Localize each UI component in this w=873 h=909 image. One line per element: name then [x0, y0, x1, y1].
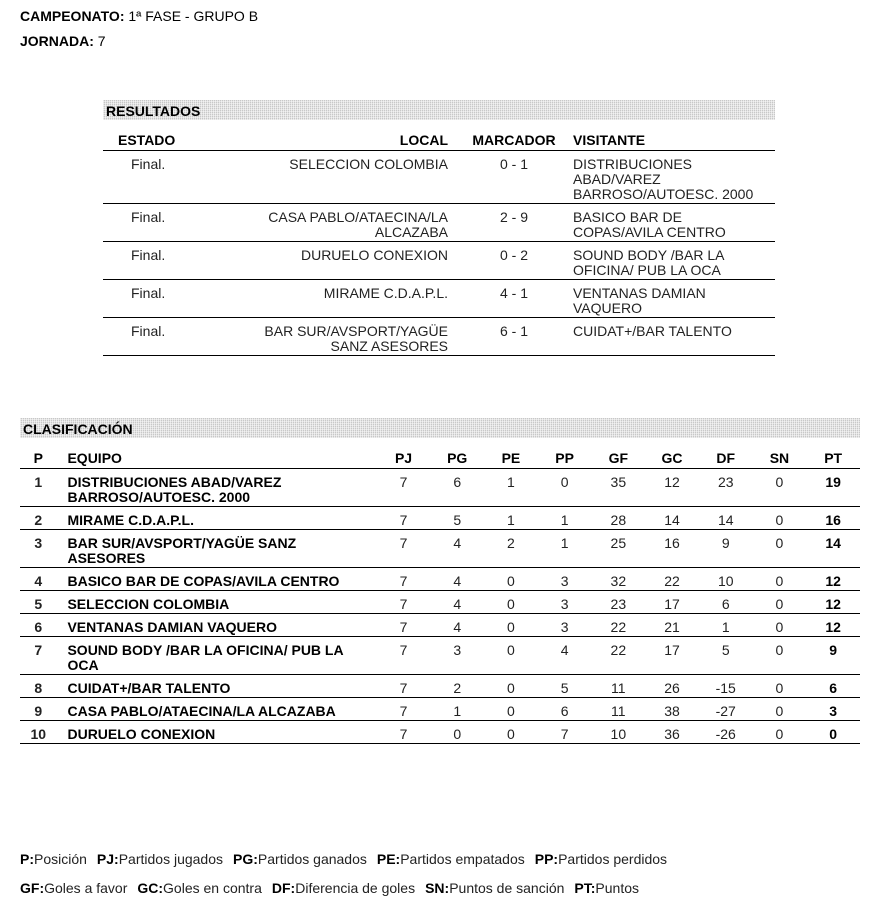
- standings-header-row: [20, 448, 860, 469]
- result-estado: Final.: [103, 151, 226, 204]
- standings-sn: 0: [753, 507, 807, 530]
- standings-p: 1: [20, 469, 56, 507]
- standings-gc: 26: [645, 675, 699, 698]
- results-header-row: [103, 130, 775, 151]
- standings-pe: 0: [484, 637, 538, 675]
- standings-df: 5: [699, 637, 753, 675]
- legend-text: Partidos ganados: [257, 851, 367, 867]
- standings-pg: 4: [430, 530, 484, 568]
- standings-row: [20, 530, 860, 568]
- standings-pe: 0: [484, 568, 538, 591]
- standings-gf: 10: [591, 721, 645, 744]
- col-estado: ESTADO: [103, 130, 226, 151]
- result-estado: Final.: [103, 242, 226, 280]
- standings-row: [20, 507, 860, 530]
- result-marcador: 0 - 1: [466, 151, 562, 204]
- result-local: MIRAME C.D.A.P.L.: [226, 280, 466, 318]
- standings-pg: 1: [430, 698, 484, 721]
- legend-abbr: PG:: [233, 851, 258, 867]
- standings-pe: 0: [484, 675, 538, 698]
- col-gc: GC: [645, 448, 699, 469]
- standings-pt: 3: [806, 698, 860, 721]
- jornada-line: [20, 33, 106, 49]
- legend-abbr: GF:: [20, 880, 45, 896]
- legend-item: [377, 851, 525, 867]
- campeonato-line: [20, 8, 258, 24]
- campeonato-value: 1ª FASE - GRUPO B: [128, 8, 259, 24]
- standings-df: -26: [699, 721, 753, 744]
- standings-df: 6: [699, 591, 753, 614]
- standings-pt: 12: [806, 614, 860, 637]
- standings-row: [20, 698, 860, 721]
- standings-pp: 1: [538, 507, 592, 530]
- legend-text: Puntos de sanción: [449, 880, 565, 896]
- standings-gf: 35: [591, 469, 645, 507]
- standings-row: [20, 637, 860, 675]
- legend-text: Partidos perdidos: [558, 851, 668, 867]
- standings-pt: 12: [806, 568, 860, 591]
- standings-gf: 22: [591, 637, 645, 675]
- standings-pp: 3: [538, 614, 592, 637]
- standings-p: 5: [20, 591, 56, 614]
- standings-pt: 16: [806, 507, 860, 530]
- legend-abbr: PE:: [376, 851, 401, 867]
- standings-gc: 17: [645, 591, 699, 614]
- legend-abbr: PJ:: [96, 851, 119, 867]
- legend-item: [535, 851, 667, 867]
- result-local: CASA PABLO/ATAECINA/LA ALCAZABA: [226, 204, 466, 242]
- standings-row: [20, 675, 860, 698]
- standings-df: 1: [699, 614, 753, 637]
- standings-df: -15: [699, 675, 753, 698]
- standings-pe: 0: [484, 614, 538, 637]
- standings-row: [20, 591, 860, 614]
- standings-pj: 7: [377, 721, 431, 744]
- standings-pj: 7: [377, 507, 431, 530]
- col-pe: PE: [484, 448, 538, 469]
- result-estado: Final.: [103, 280, 226, 318]
- standings-pg: 4: [430, 614, 484, 637]
- result-estado: Final.: [103, 318, 226, 356]
- standings-row: [20, 469, 860, 507]
- legend-abbr: PT:: [574, 880, 596, 896]
- result-local: DURUELO CONEXION: [226, 242, 466, 280]
- col-pg: PG: [430, 448, 484, 469]
- standings-pt: 19: [806, 469, 860, 507]
- standings-pj: 7: [377, 591, 431, 614]
- standings-gc: 14: [645, 507, 699, 530]
- standings-pp: 3: [538, 568, 592, 591]
- standings-gc: 16: [645, 530, 699, 568]
- standings-p: 6: [20, 614, 56, 637]
- standings-pe: 2: [484, 530, 538, 568]
- legend-item: [272, 880, 415, 896]
- standings-gf: 22: [591, 614, 645, 637]
- result-row: [103, 318, 775, 356]
- standings-pj: 7: [377, 530, 431, 568]
- standings-gf: 23: [591, 591, 645, 614]
- legend-item: [97, 851, 223, 867]
- standings-pp: 4: [538, 637, 592, 675]
- standings-pj: 7: [377, 637, 431, 675]
- standings-pj: 7: [377, 698, 431, 721]
- standings-equipo: BASICO BAR DE COPAS/AVILA CENTRO: [56, 568, 376, 591]
- standings-sn: 0: [753, 530, 807, 568]
- standings-df: 14: [699, 507, 753, 530]
- legend-abbr: SN:: [425, 880, 450, 896]
- standings-sn: 0: [753, 675, 807, 698]
- legend-item: [137, 880, 262, 896]
- result-row: [103, 204, 775, 242]
- result-visitante: CUIDAT+/BAR TALENTO: [562, 318, 775, 356]
- standings-gc: 38: [645, 698, 699, 721]
- standings-pt: 0: [806, 721, 860, 744]
- campeonato-label: CAMPEONATO:: [20, 8, 125, 24]
- result-marcador: 4 - 1: [466, 280, 562, 318]
- col-p: P: [20, 448, 56, 469]
- col-pp: PP: [538, 448, 592, 469]
- standings-pt: 9: [806, 637, 860, 675]
- result-marcador: 0 - 2: [466, 242, 562, 280]
- result-estado: Final.: [103, 204, 226, 242]
- result-visitante: BASICO BAR DE COPAS/AVILA CENTRO: [562, 204, 775, 242]
- standings-p: 10: [20, 721, 56, 744]
- standings-title: CLASIFICACIÓN: [20, 418, 860, 438]
- col-sn: SN: [753, 448, 807, 469]
- standings-pg: 4: [430, 591, 484, 614]
- standings-pj: 7: [377, 614, 431, 637]
- standings-sn: 0: [753, 591, 807, 614]
- standings-pj: 7: [377, 675, 431, 698]
- standings-pe: 0: [484, 721, 538, 744]
- standings-p: 3: [20, 530, 56, 568]
- standings-pt: 6: [806, 675, 860, 698]
- standings-row: [20, 568, 860, 591]
- col-visitante: VISITANTE: [562, 130, 775, 151]
- legend-item: [233, 851, 367, 867]
- standings-df: 10: [699, 568, 753, 591]
- legend-item: [425, 880, 564, 896]
- standings-pe: 0: [484, 591, 538, 614]
- legend-item: [574, 880, 639, 896]
- standings-equipo: DURUELO CONEXION: [56, 721, 376, 744]
- standings-df: 9: [699, 530, 753, 568]
- standings-gf: 28: [591, 507, 645, 530]
- result-visitante: VENTANAS DAMIAN VAQUERO: [562, 280, 775, 318]
- results-table: [103, 130, 775, 356]
- standings-pg: 6: [430, 469, 484, 507]
- standings-gc: 21: [645, 614, 699, 637]
- col-marcador: MARCADOR: [466, 130, 562, 151]
- result-local: BAR SUR/AVSPORT/YAGÜE SANZ ASESORES: [226, 318, 466, 356]
- col-df: DF: [699, 448, 753, 469]
- standings-p: 2: [20, 507, 56, 530]
- legend-text: Partidos empatados: [400, 851, 525, 867]
- legend-text: Diferencia de goles: [295, 880, 416, 896]
- standings-sn: 0: [753, 469, 807, 507]
- result-visitante: DISTRIBUCIONES ABAD/VAREZ BARROSO/AUTOESC. 2000: [562, 151, 775, 204]
- standings-sn: 0: [753, 698, 807, 721]
- standings-gc: 17: [645, 637, 699, 675]
- standings-sn: 0: [753, 721, 807, 744]
- results-title: RESULTADOS: [103, 100, 775, 120]
- result-local: SELECCION COLOMBIA: [226, 151, 466, 204]
- col-pj: PJ: [377, 448, 431, 469]
- jornada-label: JORNADA:: [20, 33, 94, 49]
- legend-item: [20, 851, 87, 867]
- result-marcador: 6 - 1: [466, 318, 562, 356]
- standings-pp: 1: [538, 530, 592, 568]
- standings-pg: 5: [430, 507, 484, 530]
- legend-line-2: [20, 880, 649, 896]
- standings-equipo: CUIDAT+/BAR TALENTO: [56, 675, 376, 698]
- standings-table: [20, 448, 860, 744]
- standings-p: 4: [20, 568, 56, 591]
- col-local: LOCAL: [226, 130, 466, 151]
- result-row: [103, 280, 775, 318]
- col-equipo: EQUIPO: [56, 448, 376, 469]
- result-marcador: 2 - 9: [466, 204, 562, 242]
- standings-row: [20, 721, 860, 744]
- standings-equipo: VENTANAS DAMIAN VAQUERO: [56, 614, 376, 637]
- standings-pp: 3: [538, 591, 592, 614]
- standings-equipo: SOUND BODY /BAR LA OFICINA/ PUB LA OCA: [56, 637, 376, 675]
- standings-pj: 7: [377, 568, 431, 591]
- standings-pp: 5: [538, 675, 592, 698]
- legend-abbr: GC:: [137, 880, 164, 896]
- result-visitante: SOUND BODY /BAR LA OFICINA/ PUB LA OCA: [562, 242, 775, 280]
- standings-pt: 12: [806, 591, 860, 614]
- standings-pp: 7: [538, 721, 592, 744]
- standings-df: -27: [699, 698, 753, 721]
- standings-p: 7: [20, 637, 56, 675]
- standings-gf: 25: [591, 530, 645, 568]
- standings-sn: 0: [753, 637, 807, 675]
- legend-item: [20, 880, 127, 896]
- result-row: [103, 151, 775, 204]
- standings-gc: 12: [645, 469, 699, 507]
- jornada-value: 7: [97, 33, 106, 49]
- standings-pe: 1: [484, 507, 538, 530]
- standings-gc: 22: [645, 568, 699, 591]
- legend-text: Partidos jugados: [118, 851, 224, 867]
- standings-equipo: DISTRIBUCIONES ABAD/VAREZ BARROSO/AUTOESC. 2000: [56, 469, 376, 507]
- standings-pp: 0: [538, 469, 592, 507]
- standings-p: 9: [20, 698, 56, 721]
- standings-pe: 0: [484, 698, 538, 721]
- legend-line-1: [20, 851, 677, 867]
- standings-pg: 4: [430, 568, 484, 591]
- standings-pt: 14: [806, 530, 860, 568]
- legend-text: Puntos: [595, 880, 639, 896]
- legend-abbr: DF:: [271, 880, 296, 896]
- standings-pp: 6: [538, 698, 592, 721]
- standings-sn: 0: [753, 614, 807, 637]
- col-pt: PT: [806, 448, 860, 469]
- standings-pg: 2: [430, 675, 484, 698]
- standings-gf: 32: [591, 568, 645, 591]
- standings-pj: 7: [377, 469, 431, 507]
- standings-gf: 11: [591, 698, 645, 721]
- standings-gc: 36: [645, 721, 699, 744]
- standings-equipo: CASA PABLO/ATAECINA/LA ALCAZABA: [56, 698, 376, 721]
- standings-equipo: MIRAME C.D.A.P.L.: [56, 507, 376, 530]
- standings-gf: 11: [591, 675, 645, 698]
- standings-sn: 0: [753, 568, 807, 591]
- standings-pg: 3: [430, 637, 484, 675]
- result-row: [103, 242, 775, 280]
- standings-equipo: SELECCION COLOMBIA: [56, 591, 376, 614]
- legend-text: Goles a favor: [44, 880, 128, 896]
- standings-pe: 1: [484, 469, 538, 507]
- legend-abbr: PP:: [534, 851, 559, 867]
- standings-row: [20, 614, 860, 637]
- standings-equipo: BAR SUR/AVSPORT/YAGÜE SANZ ASESORES: [56, 530, 376, 568]
- legend-text: Goles en contra: [163, 880, 262, 896]
- standings-df: 23: [699, 469, 753, 507]
- legend-text: Posición: [34, 851, 87, 867]
- col-gf: GF: [591, 448, 645, 469]
- standings-pg: 0: [430, 721, 484, 744]
- legend-abbr: P:: [20, 851, 34, 867]
- standings-p: 8: [20, 675, 56, 698]
